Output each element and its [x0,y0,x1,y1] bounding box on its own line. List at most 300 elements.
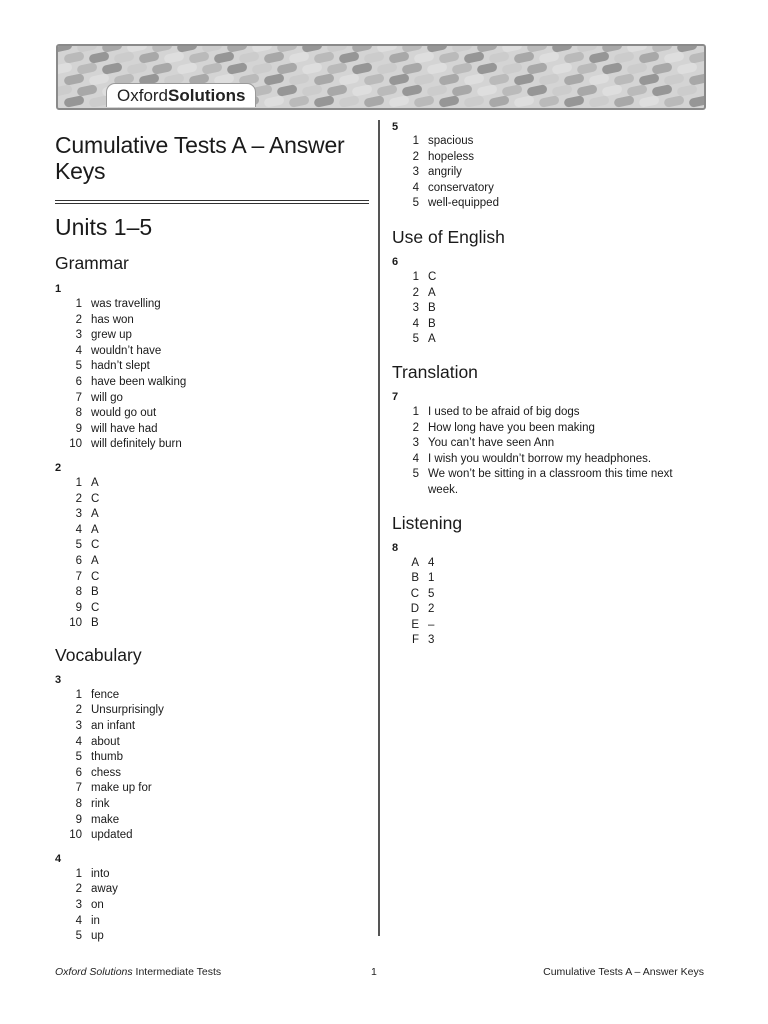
answer-text: We won’t be sitting in a classroom this time next week. [428,468,673,496]
answer-item [392,286,692,302]
answer-item [392,556,692,572]
banner-pill [613,73,634,86]
banner-pill [263,73,284,86]
answer-item [55,375,369,391]
banner-pill [588,73,609,86]
banner-pill [526,84,547,97]
answer-list-q5 [392,134,692,212]
answer-number: 4 [75,735,82,748]
answer-text: grew up [91,329,132,342]
banner-pill [626,62,647,75]
answer-number: D [410,603,419,616]
banner-pill [513,95,534,108]
answer-number: 1 [412,135,419,147]
banner-pill [63,73,84,86]
answer-number: 5 [412,333,419,346]
answer-number: 1 [412,270,419,283]
banner-pill [63,95,84,108]
banner-pill [101,62,122,75]
answer-number: 6 [75,375,82,388]
answer-number: 2 [412,421,419,434]
banner-pill [426,62,447,75]
banner-pill [313,51,334,64]
answer-text: 2 [428,603,435,616]
left-column [55,132,369,945]
answer-text: away [91,883,118,896]
answer-text: A [91,554,99,567]
answer-item [55,882,369,898]
answer-item [392,332,692,348]
answer-text: conservatory [428,181,494,194]
answer-text: B [428,302,436,315]
banner-pill [63,51,84,64]
answer-item [55,507,369,523]
answer-item [392,421,692,437]
answer-item [55,781,369,797]
answer-item [55,601,369,617]
answer-number: 1 [75,298,82,310]
answer-item [55,476,369,492]
answer-list-q4 [55,867,369,945]
banner-pill [351,62,372,75]
grammar-heading: Grammar [55,253,129,273]
banner-pill [58,84,73,97]
answer-item [55,391,369,407]
right-column [392,120,692,649]
banner-pill [551,84,572,97]
answer-item [392,587,692,603]
answer-item [55,703,369,719]
banner-pill [538,51,559,64]
banner-pill [576,62,597,75]
answer-text: will definitely burn [91,438,182,451]
banner-pill [326,84,347,97]
answer-text: C [91,539,100,552]
banner-pill [438,51,459,64]
answer-text: A [91,523,99,536]
answer-list-q2 [55,476,369,632]
answer-text: hadn’t slept [91,360,150,373]
answer-item [55,313,369,329]
answer-item [55,538,369,554]
answer-number: 2 [75,883,82,896]
answer-number: 5 [75,360,82,373]
oxford-solutions-logo: OxfordSolutions [106,83,256,107]
banner-pill [463,51,484,64]
answer-text: – [428,618,435,631]
answer-item [392,467,692,498]
answer-item [55,898,369,914]
column-divider [378,120,380,936]
answer-number: F [411,634,419,647]
answer-number: 3 [412,302,419,315]
answer-number: 2 [75,313,82,326]
banner-pill [76,84,97,97]
answer-number: 9 [75,813,82,826]
answer-text: How long have you been making [428,421,595,434]
answer-number: 7 [75,391,82,404]
banner-pill [188,51,209,64]
vocabulary-heading: Vocabulary [55,644,142,665]
answer-number: 3 [75,329,82,342]
answer-item [55,570,369,586]
banner-pill [163,51,184,64]
answer-item [392,150,692,166]
answer-list-q1 [55,297,369,453]
answer-item [55,585,369,601]
banner-pill [676,84,697,97]
banner-pill [288,51,309,64]
answer-item [55,406,369,422]
answer-text: would go out [91,407,157,420]
banner-pill [563,73,584,86]
answer-item [55,914,369,930]
banner-pill [201,62,222,75]
banner-pill [513,51,534,64]
banner-pill [476,84,497,97]
answer-text: A [428,286,436,299]
answer-item [55,422,369,438]
banner-pill [613,51,634,64]
answer-text: wouldn’t have [91,344,162,357]
banner-pill [238,51,259,64]
banner-pill [588,51,609,64]
banner-pill [426,84,447,97]
banner-pill [363,73,384,86]
answer-text: C [91,570,100,583]
answer-item [392,618,692,634]
answer-number: 1 [412,405,419,418]
banner-pill [651,62,672,75]
answer-number: 3 [75,508,82,521]
banner-pill [388,51,409,64]
answer-text: will go [91,391,123,404]
banner-pill [58,62,73,75]
question-number: 8 [392,541,399,554]
answer-item [55,344,369,360]
answer-item [392,405,692,421]
answer-item [392,181,692,197]
banner-pill [588,95,609,108]
answer-item [55,719,369,735]
answer-number: C [410,587,419,600]
answer-text: You can’t have seen Ann [428,437,555,450]
answer-number: 2 [412,286,419,299]
answer-item [55,929,369,945]
banner-pill [338,51,359,64]
answer-item [392,602,692,618]
banner-pill [476,62,497,75]
answer-number: 2 [75,704,82,717]
banner-pill [88,73,109,86]
answer-text: fence [91,688,120,701]
answer-item [392,196,692,212]
answer-item [392,134,692,150]
answer-text: in [91,914,100,927]
banner-pill [301,62,322,75]
banner-pill [151,62,172,75]
answer-item [55,766,369,782]
answer-item [55,750,369,766]
answer-item [392,571,692,587]
banner-pill [288,73,309,86]
banner-pill [638,95,659,108]
answer-item [392,301,692,317]
answer-item [55,554,369,570]
answer-text: A [91,476,99,489]
banner-pill [288,95,309,108]
banner-pill [563,95,584,108]
answer-item [55,616,369,632]
footer-page-number: 1 [371,966,377,978]
banner-pill [526,62,547,75]
banner-pill [413,95,434,108]
answer-text: an infant [91,720,136,733]
answer-number: 8 [75,586,82,599]
answer-list-q3 [55,688,369,844]
banner-pill [338,95,359,108]
answer-number: 10 [69,829,82,842]
banner-pill [451,62,472,75]
banner-pill [363,95,384,108]
banner-pill [688,73,704,86]
answer-number: 9 [75,601,82,614]
answer-item [55,813,369,829]
banner-pill [226,62,247,75]
banner-pill [401,62,422,75]
banner-pill [401,84,422,97]
banner-pill [126,62,147,75]
banner-pill [613,95,634,108]
banner-pill [451,84,472,97]
answer-text: up [91,930,104,943]
answer-text: 4 [428,556,435,569]
banner-pill [438,73,459,86]
answer-text: thumb [91,751,123,764]
banner-pill [413,73,434,86]
banner-pill [563,51,584,64]
banner-pill [576,84,597,97]
answer-item [392,452,692,468]
banner-pill [551,62,572,75]
answer-list-q6 [392,270,692,348]
answer-text: on [91,899,104,911]
answer-number: 3 [412,437,419,450]
banner-pill [113,51,134,64]
answer-text: C [91,601,100,614]
banner-pill [488,73,509,86]
answer-number: 1 [75,476,82,489]
banner-pill [688,95,704,108]
answer-number: 4 [412,181,419,194]
banner-pill [651,84,672,97]
answer-number: 5 [75,751,82,764]
question-number: 2 [55,461,62,474]
answer-number: 6 [75,554,82,567]
answer-number: 2 [75,492,82,505]
answer-number: 4 [412,317,419,330]
answer-text: make up for [91,782,152,795]
banner-pill [663,51,684,64]
banner-pill [513,73,534,86]
answer-text: C [428,270,437,283]
answer-number: 4 [75,344,82,357]
banner-pill [388,95,409,108]
question-number: 6 [392,255,399,268]
banner-pill [601,62,622,75]
answer-number: 4 [412,452,419,465]
answer-item [392,633,692,649]
banner-pill [363,51,384,64]
banner-pill [251,62,272,75]
answer-item [55,297,369,313]
answer-number: 1 [75,688,82,701]
answer-item [55,867,369,883]
answer-text: have been walking [91,375,187,388]
answer-item [55,492,369,508]
banner-pill [213,51,234,64]
answer-item [55,688,369,704]
answer-item [392,436,692,452]
answer-item [55,523,369,539]
banner-pill [638,73,659,86]
answer-number: 7 [75,782,82,795]
answer-text: well-equipped [428,197,499,210]
answer-number: B [411,572,419,585]
answer-item [392,270,692,286]
answer-number: 3 [412,166,419,179]
answer-number: 3 [75,720,82,733]
answer-number: 10 [69,438,82,451]
answer-text: will have had [91,422,158,435]
banner-pill [263,51,284,64]
answer-number: 8 [75,407,82,420]
answer-text: 3 [428,634,435,647]
banner-pill [326,62,347,75]
answer-number: 9 [75,422,82,435]
answer-number: E [411,618,419,631]
banner-pill [501,62,522,75]
banner-pill [626,84,647,97]
banner-pill [301,84,322,97]
banner-pill [413,51,434,64]
answer-item [55,735,369,751]
footer-section-title: Cumulative Tests A – Answer Keys [543,966,704,978]
answer-text: hopeless [428,150,475,163]
banner-pill [58,46,73,53]
banner-pill [601,84,622,97]
banner-pill [501,84,522,97]
question-number: 7 [392,390,399,403]
answer-text: I wish you wouldn’t borrow my headphones. [428,452,652,465]
banner-pill [488,95,509,108]
answer-item [392,165,692,181]
answer-number: 5 [412,197,419,210]
question-number: 3 [55,673,62,686]
answer-number: 3 [75,899,82,911]
footer-book-title: Oxford Solutions Intermediate Tests [55,966,222,978]
answer-number: 6 [75,766,82,779]
question-number: 5 [392,121,399,133]
answer-item [55,828,369,844]
banner-pill [388,73,409,86]
banner-pill [463,73,484,86]
banner-pill [76,62,97,75]
answer-number: 5 [412,468,419,481]
answer-item [55,797,369,813]
banner-pill [688,51,704,64]
answer-number: 1 [75,867,82,880]
answer-text: C [91,492,100,505]
answer-text: 5 [428,587,435,600]
answer-number: 5 [75,930,82,943]
answer-text: was travelling [91,298,161,310]
banner-pill [538,95,559,108]
answer-list-q7 [392,405,692,499]
answer-number: 4 [75,523,82,536]
banner-pill [663,73,684,86]
banner-pill [376,62,397,75]
banner-pill [463,95,484,108]
answer-text: 1 [428,572,435,585]
banner-pill [663,95,684,108]
answer-text: B [91,586,99,599]
answer-number: 2 [412,150,419,163]
answer-text: angrily [428,166,462,179]
banner-pill [276,84,297,97]
banner-pill [538,73,559,86]
answer-number: 10 [69,617,82,630]
banner-pill [351,84,372,97]
answer-number: 8 [75,798,82,811]
answer-text: A [428,333,436,346]
banner-pill [176,62,197,75]
question-number: 4 [55,852,62,865]
banner-pill [676,62,697,75]
answer-text: rink [91,798,110,811]
banner-pill [338,73,359,86]
answer-text: Unsurprisingly [91,704,164,717]
banner-pill [276,62,297,75]
banner-pill [638,51,659,64]
unit-heading: Units 1–5 [55,214,153,240]
answer-number: 4 [75,914,82,927]
use-of-english-heading: Use of English [392,226,505,247]
banner-pill [488,51,509,64]
answer-item [55,359,369,375]
answer-number: A [411,556,419,569]
answer-text: spacious [428,135,474,147]
question-number: 1 [55,283,62,295]
answer-list-q8 [392,556,692,650]
banner-pill [376,84,397,97]
answer-text: B [428,317,436,330]
banner-pill [438,95,459,108]
title-rule [55,200,369,204]
banner-pill [88,51,109,64]
translation-heading: Translation [392,361,478,382]
answer-text: updated [91,829,133,842]
answer-item [55,328,369,344]
banner-pill [138,51,159,64]
listening-heading: Listening [392,512,463,533]
answer-text: about [91,735,120,748]
answer-text: make [91,813,120,826]
page-title: Cumulative Tests A – Answer Keys [55,132,345,184]
banner-pill [263,95,284,108]
answer-text: has won [91,313,134,326]
banner-pill [313,73,334,86]
